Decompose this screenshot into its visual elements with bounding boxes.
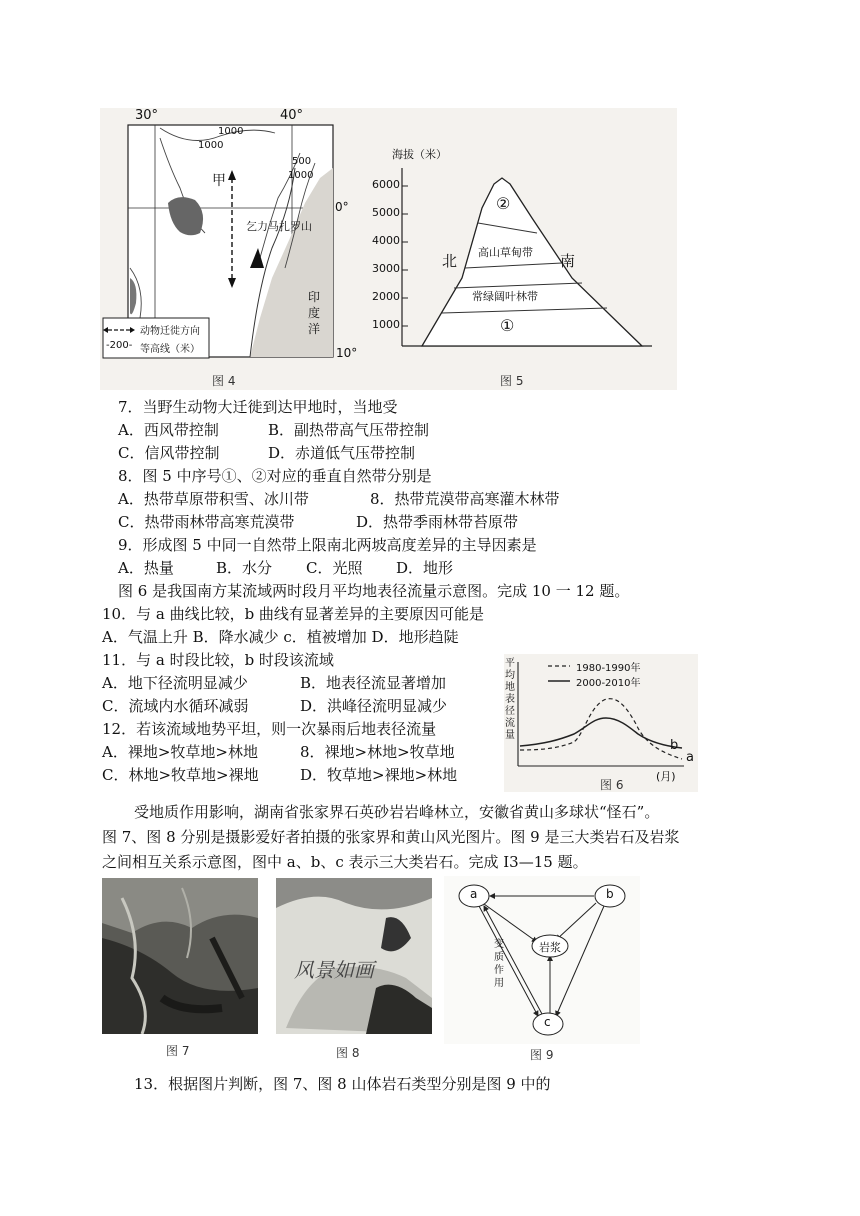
metamorphism-label	[494, 938, 506, 990]
magma-label: 岩浆	[539, 941, 561, 954]
legend-contour-sample: -200-	[106, 340, 133, 351]
lat-0-label: 0°	[335, 200, 349, 214]
q9-option-b: B．水分	[216, 559, 273, 577]
q7-option-c: C．信风带控制	[118, 444, 220, 462]
legend-migration-label: 动物迁徙方向	[140, 326, 200, 337]
ocean-label-2: 度	[308, 306, 321, 320]
zhangjiajie-photo	[102, 878, 258, 1034]
runoff-axis-title-char: 流	[505, 718, 515, 729]
question-8: 8．图 5 中序号①、②对应的垂直自然带分别是	[118, 467, 432, 485]
metamorphism-char: 作	[494, 965, 504, 976]
runoff-axis-title-char: 表	[505, 694, 515, 705]
altitude-tick-label: 1000	[372, 318, 400, 331]
q7-option-d: D．赤道低气压带控制	[268, 444, 416, 462]
lon-30-label: 30°	[135, 108, 159, 123]
legend-a-label: 1980-1990年	[576, 663, 641, 674]
legend-contour-label: 等高线（米）	[140, 344, 200, 355]
metamorphism-char: 用	[494, 978, 504, 989]
rock-cycle-svg	[444, 876, 640, 1044]
q12-option-d: D．牧草地>裸地>林地	[300, 766, 458, 784]
question-10: 10．与 a 曲线比较，b 曲线有显著差异的主要原因可能是	[102, 605, 484, 623]
paragraph-line-1: 受地质作用影响，湖南省张家界石英砂岩岩峰林立，安徽省黄山多球状“怪石”。	[134, 803, 660, 821]
runoff-axis-title-char: 径	[505, 706, 515, 717]
ocean-label-1: 印	[308, 290, 321, 304]
intro-fig6: 图 6 是我国南方某流域两时段月平均地表径流量示意图。完成 10 一 12 题。	[118, 582, 630, 600]
figure-4-caption: 图 4	[212, 374, 236, 388]
q7-option-b: B．副热带高气压带控制	[268, 421, 430, 439]
question-11: 11．与 a 时段比较，b 时段该流域	[102, 651, 334, 669]
q11-option-d: D．洪峰径流明显减少	[300, 697, 448, 715]
contour-1000-left: 1000	[198, 140, 224, 151]
q12-option-a: A．裸地>牧草地>林地	[102, 743, 258, 761]
question-13: 13．根据图片判断，图 7、图 8 山体岩石类型分别是图 9 中的	[134, 1075, 551, 1093]
metamorphism-char: 质	[494, 952, 504, 963]
q9-option-c: C．光照	[306, 559, 363, 577]
question-12: 12．若该流域地势平坦，则一次暴雨后地表径流量	[102, 720, 437, 738]
figure-6-caption: 图 6	[600, 778, 624, 792]
contour-1000-right: 1000	[288, 170, 314, 181]
q12-option-c: C．林地>牧草地>裸地	[102, 766, 259, 784]
question-9: 9．形成图 5 中同一自然带上限南北两坡高度差异的主导因素是	[118, 536, 537, 554]
zone-2-label: ②	[496, 194, 511, 213]
figure-6-chart	[504, 654, 698, 792]
figure-5-profile	[372, 108, 677, 390]
q11-option-b: B．地表径流显著增加	[300, 674, 447, 692]
curve-a	[520, 699, 682, 759]
figure-5-caption: 图 5	[500, 374, 524, 388]
month-unit-label: (月)	[656, 770, 676, 783]
paragraph-line-2: 图 7、图 8 分别是摄影爱好者拍摄的张家界和黄山风光图片。图 9 是三大类岩石及岩浆	[102, 828, 680, 846]
altitude-tick-label: 5000	[372, 206, 400, 219]
zone-1-label: ①	[500, 316, 515, 335]
curve-b-label: b	[670, 738, 679, 753]
ocean-label-3: 洋	[308, 322, 321, 336]
altitude-axis-title: 海拔（米）	[392, 148, 447, 161]
lat-10-label: 10°	[336, 346, 358, 360]
q8-option-a: A．热带草原带积雪、冰川带	[118, 490, 309, 508]
altitude-tick-label: 4000	[372, 234, 400, 247]
lon-40-label: 40°	[280, 108, 304, 123]
runoff-axis-title-char: 地	[505, 682, 515, 693]
figure-9-diagram	[444, 876, 640, 1062]
zone-forest-label: 常绿阔叶林带	[472, 290, 538, 303]
q8-option-d: D．热带季雨林带苔原带	[356, 513, 519, 531]
figure-7-caption: 图 7	[166, 1044, 190, 1058]
north-label: 北	[442, 252, 458, 270]
altitude-tick-label: 2000	[372, 290, 400, 303]
altitude-tick-label: 6000	[372, 178, 400, 191]
node-b-label: b	[606, 887, 614, 901]
zone-meadow-label: 高山草甸带	[478, 246, 533, 259]
q7-option-a: A．西风带控制	[118, 421, 219, 439]
q9-option-d: D．地形	[396, 559, 454, 577]
paragraph-line-3: 之间相互关系示意图，图中 a、b、c 表示三大类岩石。完成 I3—15 题。	[102, 853, 588, 871]
q8-option-b: 8．热带荒漠带高寒灌木林带	[370, 490, 560, 508]
contour-1000-top: 1000	[218, 126, 244, 137]
contour-500: 500	[292, 156, 312, 167]
figure-8-caption: 图 8	[336, 1046, 360, 1060]
legend-b-label: 2000-2010年	[576, 678, 641, 689]
rock-inscription: 风景如画	[294, 958, 374, 982]
figure-9-caption: 图 9	[530, 1048, 554, 1062]
curve-a-label: a	[686, 750, 694, 765]
node-a-label: a	[470, 887, 478, 901]
figure-7-photo	[102, 878, 258, 1060]
runoff-axis-title	[505, 658, 517, 742]
figure-8-photo	[276, 878, 432, 1060]
q11-option-a: A．地下径流明显减少	[102, 674, 248, 692]
mountain-label: 乞力马扎罗山	[246, 220, 312, 233]
south-label: 南	[560, 252, 576, 270]
runoff-axis-title-char: 平	[505, 658, 515, 669]
runoff-axis-title-char: 均	[505, 670, 515, 681]
q8-option-c: C．热带雨林带高寒荒漠带	[118, 513, 295, 531]
figure-4-map	[100, 108, 382, 390]
q12-option-b: 8．裸地>林地>牧草地	[300, 743, 455, 761]
node-c-label: c	[544, 1015, 551, 1029]
question-7: 7．当野生动物大迁徙到达甲地时，当地受	[118, 398, 398, 416]
altitude-tick-label: 3000	[372, 262, 400, 275]
q11-option-c: C．流域内水循环减弱	[102, 697, 249, 715]
curve-b	[520, 718, 682, 748]
q10-options: A．气温上升 B．降水减少 c．植被增加 D．地形趋陡	[102, 628, 459, 646]
runoff-axis-title-char: 量	[505, 730, 515, 741]
metamorphism-char: 变	[494, 939, 504, 950]
place-jia: 甲	[212, 173, 226, 189]
q9-option-a: A．热量	[118, 559, 174, 577]
